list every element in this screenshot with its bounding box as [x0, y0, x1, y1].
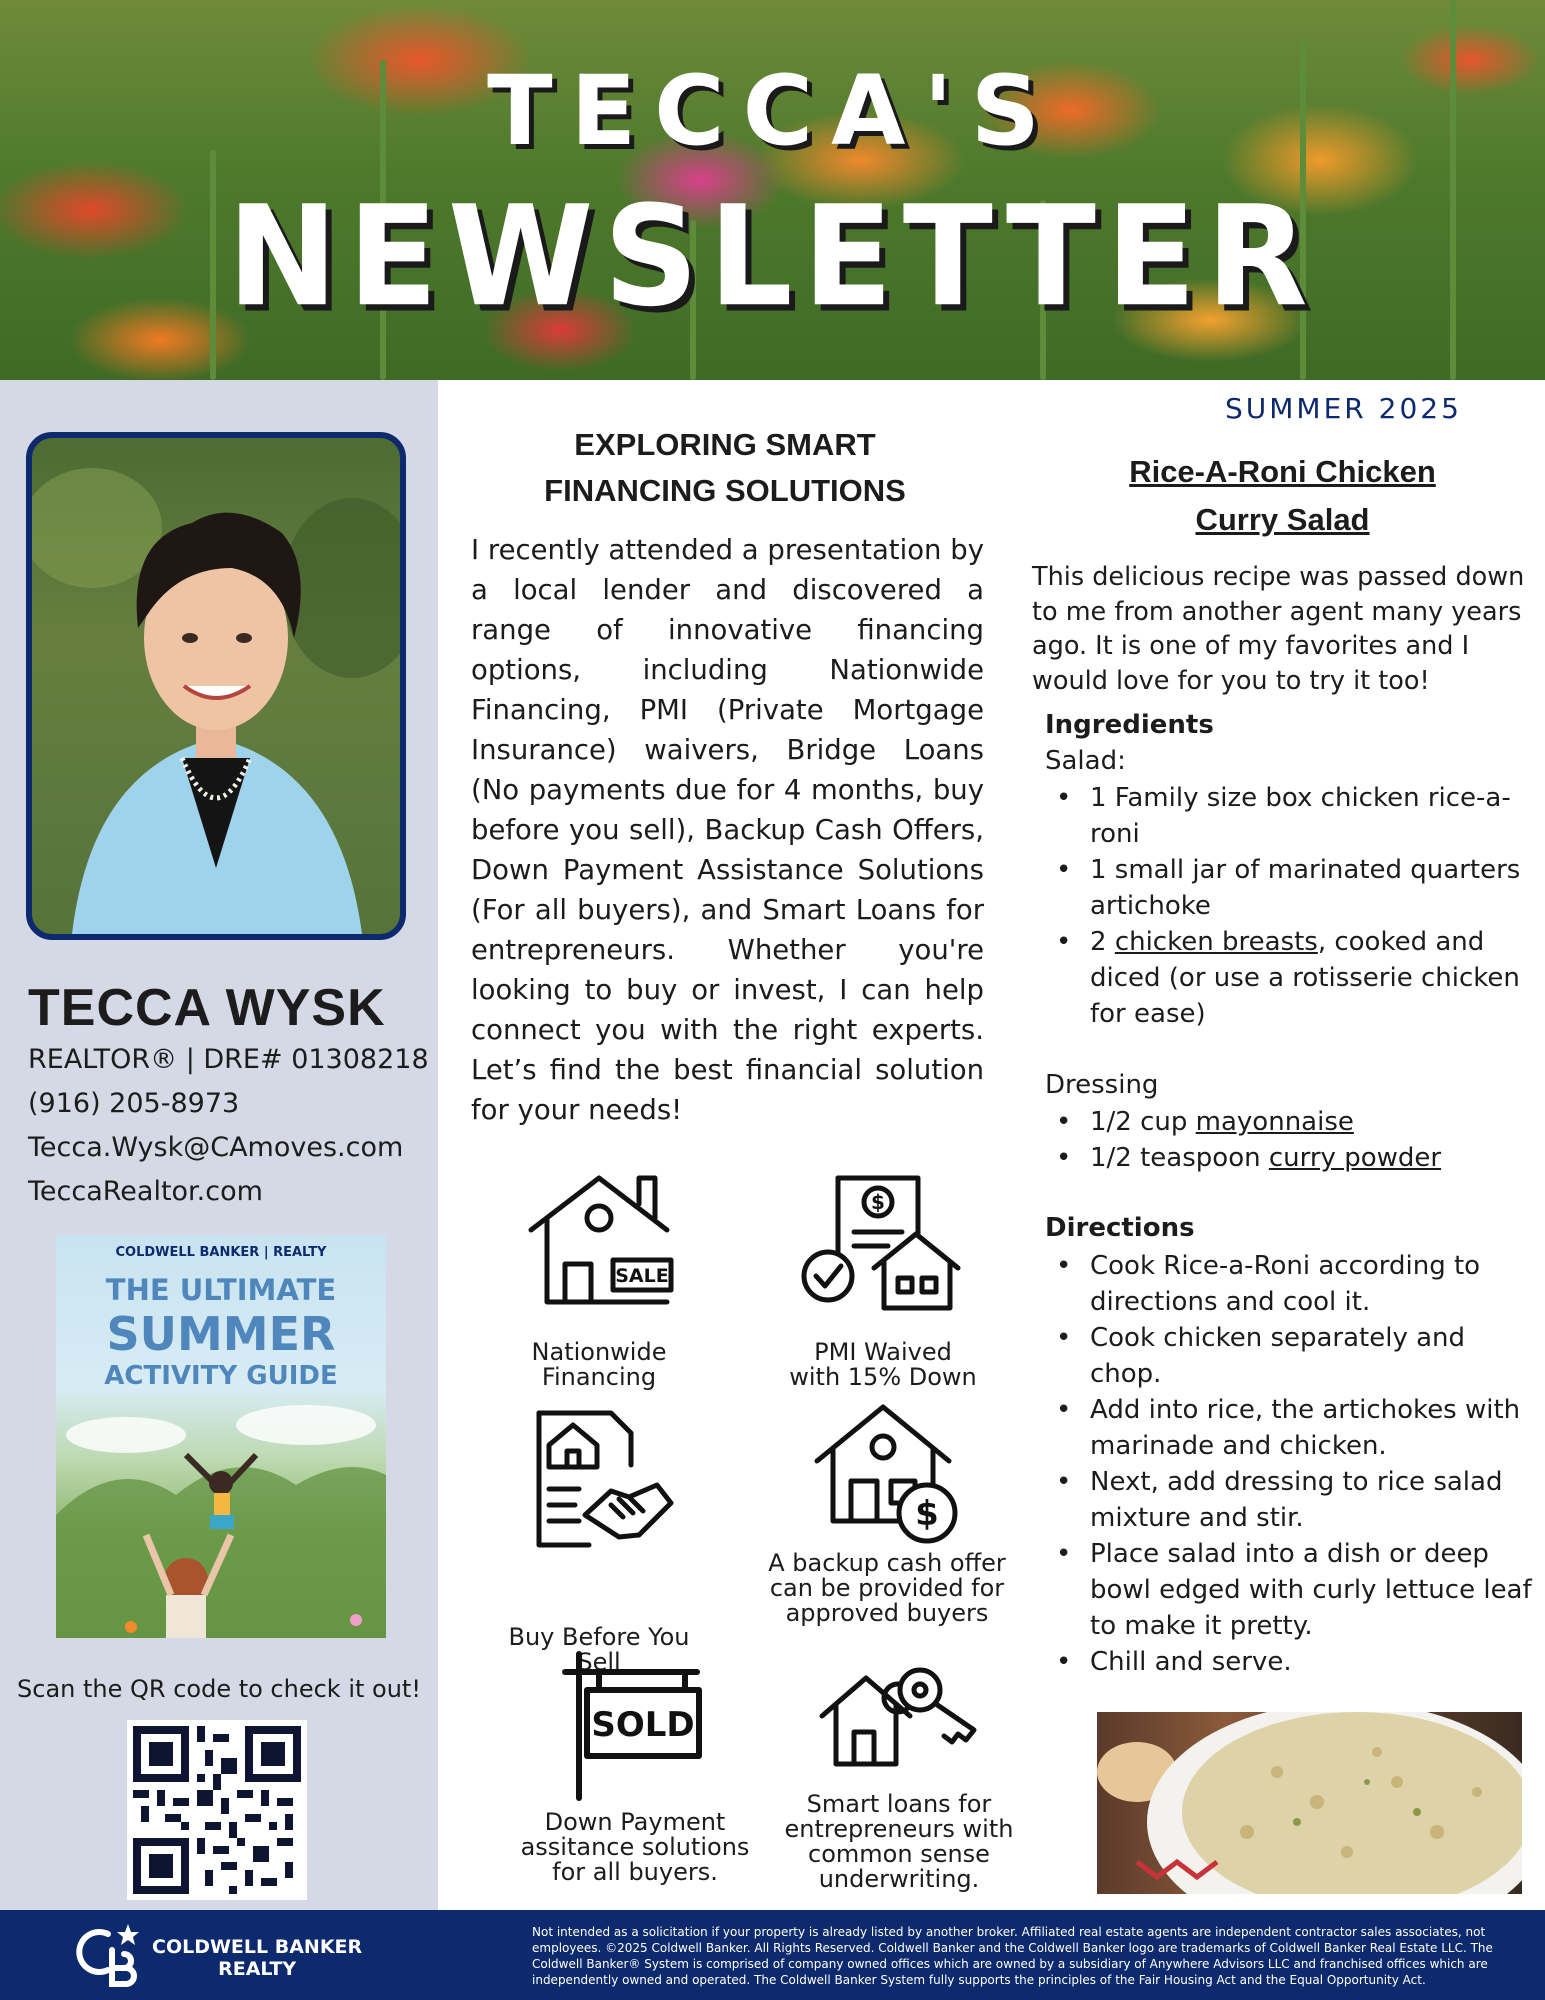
- salad-heading: Salad:: [1045, 746, 1126, 776]
- salad-photo: [1097, 1712, 1522, 1894]
- directions-list: [1090, 1248, 1535, 1680]
- feature-label: A backup cash offer: [768, 1549, 1006, 1577]
- agent-email[interactable]: Tecca.Wysk@CAmoves.com: [28, 1132, 404, 1163]
- salad-ingredients-list: [1090, 780, 1535, 1032]
- feature-label: Smart loans for: [806, 1790, 992, 1818]
- footer-logo-line2: REALTY: [218, 1958, 297, 1980]
- guide-cover-illustration: [56, 1235, 386, 1638]
- feature-pmi-waived: [748, 1168, 1018, 1390]
- feature-label: Financing: [541, 1363, 657, 1391]
- feature-label: Down Payment: [544, 1808, 726, 1836]
- list-item-text: 1/2 teaspoon: [1090, 1143, 1269, 1173]
- list-item: • Place salad into a dish or deep bowl edged with curly lettuce leaf to make it pretty.: [1090, 1536, 1535, 1644]
- footer-logo-line1: COLDWELL BANKER: [152, 1936, 363, 1958]
- footer-bar: [0, 1910, 1545, 2000]
- agent-name: TECCA WYSK: [28, 979, 386, 1037]
- recipe-title: [1060, 448, 1505, 544]
- financing-title-line1: EXPLORING SMART: [574, 427, 876, 462]
- feature-buy-before-you-sell: [464, 1405, 734, 1675]
- financing-title: [470, 422, 980, 514]
- feature-label: PMI Waived: [814, 1338, 952, 1366]
- list-item-text: 1/2 cup: [1090, 1107, 1196, 1137]
- curry-powder-link[interactable]: curry powder: [1268, 1143, 1442, 1173]
- feature-backup-cash-offer: [752, 1395, 1022, 1626]
- chicken-breasts-link[interactable]: chicken breasts: [1114, 927, 1318, 957]
- agent-website[interactable]: TeccaRealtor.com: [28, 1176, 263, 1207]
- house-sale-icon: [519, 1168, 679, 1318]
- newsletter-owner-title: TECCA'S: [487, 55, 1058, 167]
- financing-title-line2: FINANCING SOLUTIONS: [544, 473, 906, 508]
- dressing-heading: Dressing: [1045, 1070, 1159, 1100]
- feature-label: Buy Before You: [508, 1623, 690, 1651]
- sold-sign-icon: [555, 1648, 715, 1808]
- svg-text:$: $: [871, 1190, 885, 1214]
- guide-brand-label: COLDWELL BANKER | REALTY: [115, 1245, 327, 1260]
- list-item: • 1 Family size box chicken rice-a-roni: [1090, 780, 1535, 852]
- qr-code[interactable]: [127, 1720, 307, 1900]
- feature-label: common sense: [808, 1840, 990, 1868]
- feature-label: approved buyers: [785, 1599, 989, 1627]
- svg-text:SOLD: SOLD: [591, 1705, 695, 1745]
- financing-body: I recently attended a presentation by a local lender and discovered a range of innovative financing options, including Nationwide Financing, PMI (Private Mortgage Insurance) waivers, Bridge Loans (No payments due for 4 months, buy before you sell), Backup Cash Offers, Down Payment Assistance Solutions (For all buyers), and Smart Loans for entrepreneurs. Whether you're looking to buy or invest, I can help connect you with the right experts. Let’s find the best financial solution for your needs!: [471, 534, 984, 1126]
- feature-label: Nationwide: [531, 1338, 667, 1366]
- feature-label: Sell: [577, 1648, 621, 1676]
- directions-heading: Directions: [1045, 1213, 1195, 1243]
- feature-label: can be provided for: [769, 1574, 1005, 1602]
- agent-phone[interactable]: (916) 205-8973: [28, 1088, 240, 1119]
- qr-caption: Scan the QR code to check it out!: [17, 1675, 421, 1703]
- feature-down-payment-assistance: [500, 1648, 770, 1885]
- house-dollar-icon: [807, 1395, 967, 1545]
- list-item: • Next, add dressing to rice salad mixture and stir.: [1090, 1464, 1535, 1536]
- summer-guide-cover[interactable]: [56, 1235, 386, 1638]
- list-item: [1090, 1140, 1535, 1176]
- list-item: • Chill and serve.: [1090, 1644, 1535, 1680]
- agent-license: REALTOR® | DRE# 01308218: [28, 1044, 429, 1075]
- recipe-title-line2: Curry Salad: [1195, 502, 1370, 537]
- mayonnaise-link[interactable]: mayonnaise: [1195, 1107, 1354, 1137]
- ingredients-heading: Ingredients: [1045, 710, 1214, 740]
- guide-title-line1: THE ULTIMATE: [105, 1273, 337, 1307]
- agent-photo: [26, 432, 406, 940]
- dressing-ingredients-list: [1090, 1104, 1535, 1176]
- guide-title-line3: ACTIVITY GUIDE: [104, 1361, 338, 1391]
- footer-logo-text: [152, 1936, 362, 1980]
- coldwell-banker-logo-icon: [76, 1920, 146, 1990]
- feature-smart-loans: [764, 1660, 1034, 1892]
- list-item: • 1 small jar of marinated quarters artichoke: [1090, 852, 1535, 924]
- header-banner: [0, 0, 1545, 380]
- issue-season: SUMMER 2025: [1225, 392, 1462, 425]
- newsletter-title: NEWSLETTER: [227, 176, 1318, 338]
- agent-portrait-illustration: [32, 438, 400, 934]
- svg-text:$: $: [915, 1494, 939, 1534]
- feature-label: entrepreneurs with: [784, 1815, 1014, 1843]
- feature-label: underwriting.: [818, 1865, 980, 1893]
- qr-code-pattern: [133, 1726, 301, 1894]
- recipe-title-line1: Rice-A-Roni Chicken: [1129, 454, 1436, 489]
- agent-sidebar: [0, 380, 438, 1910]
- list-item: [1090, 1104, 1535, 1140]
- svg-text:SALE: SALE: [615, 1265, 669, 1287]
- list-item: • Cook Rice-a-Roni according to directions and cool it.: [1090, 1248, 1535, 1320]
- pmi-document-icon: [798, 1168, 968, 1318]
- feature-nationwide-financing: [464, 1168, 734, 1390]
- house-keys-icon: [814, 1660, 984, 1780]
- list-item-text: , cooked and diced (or use a rotisserie chicken for ease): [1090, 927, 1520, 1029]
- footer-legal-disclaimer: Not intended as a solicitation if your property is already listed by another broker. Affiliated real estate agents are independent contractor sales associates, not employees. ©2025 Coldwell Banker. All Rights Reserved. Coldwell Banker and the Coldwell Banker logo are trademarks of Coldwell Banker Real Estate LLC. The Coldwell Banker® System is comprised of company owned offices which are owned by a subsidiary of Anywhere Advisors LLC and franchised offices which are independently owned and operated. The Coldwell Banker System fully supports the principles of the Fair Housing Act and the Equal Opportunity Act.: [532, 1925, 1493, 1987]
- feature-label: assitance solutions: [520, 1833, 750, 1861]
- list-item: • Cook chicken separately and chop.: [1090, 1320, 1535, 1392]
- list-item: [1090, 924, 1535, 1032]
- handshake-document-icon: [519, 1405, 679, 1555]
- feature-label: for all buyers.: [552, 1858, 718, 1886]
- feature-label: with 15% Down: [789, 1363, 977, 1391]
- list-item: • Add into rice, the artichokes with marinade and chicken.: [1090, 1392, 1535, 1464]
- list-item-text: 2: [1090, 927, 1115, 957]
- recipe-intro: This delicious recipe was passed down to me from another agent many years ago. It is one of my favorites and I would love for you to try it too!: [1032, 562, 1525, 696]
- guide-title-line2: SUMMER: [106, 1307, 336, 1361]
- salad-bowl-illustration: [1097, 1712, 1522, 1894]
